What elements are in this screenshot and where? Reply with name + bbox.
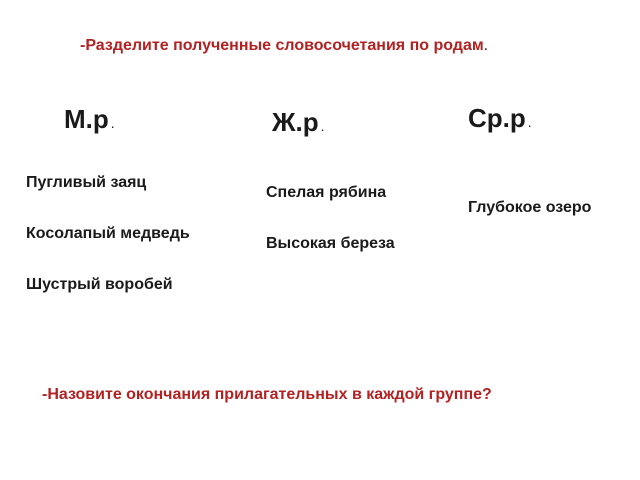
- heading-neuter-text: Ср.р: [468, 103, 526, 133]
- heading-neuter: [468, 103, 532, 134]
- heading-feminine-text: Ж.р: [272, 107, 319, 137]
- heading-feminine: [272, 107, 325, 138]
- phrase-masculine-1: Пугливый заяц: [26, 174, 147, 191]
- phrase-neuter-1: Глубокое озеро: [468, 199, 592, 216]
- phrase-feminine-1: Спелая рябина: [266, 184, 387, 201]
- heading-masculine-dot: .: [110, 115, 115, 131]
- phrase-masculine-3: Шустрый воробей: [26, 276, 173, 293]
- heading-neuter-dot: .: [527, 114, 532, 130]
- phrase-feminine-2: Высокая береза: [266, 235, 395, 252]
- slide-title-text: -Разделите полученные словосочетания по родам: [80, 37, 484, 54]
- slide-title: [80, 37, 488, 55]
- heading-masculine: [64, 104, 115, 135]
- slide-title-dot: .: [483, 37, 489, 54]
- slide-question: -Назовите окончания прилагательных в каждой группе?: [42, 386, 492, 403]
- heading-feminine-dot: .: [320, 118, 325, 134]
- heading-masculine-text: М.р: [64, 104, 109, 134]
- phrase-masculine-2: Косолапый медведь: [26, 225, 190, 242]
